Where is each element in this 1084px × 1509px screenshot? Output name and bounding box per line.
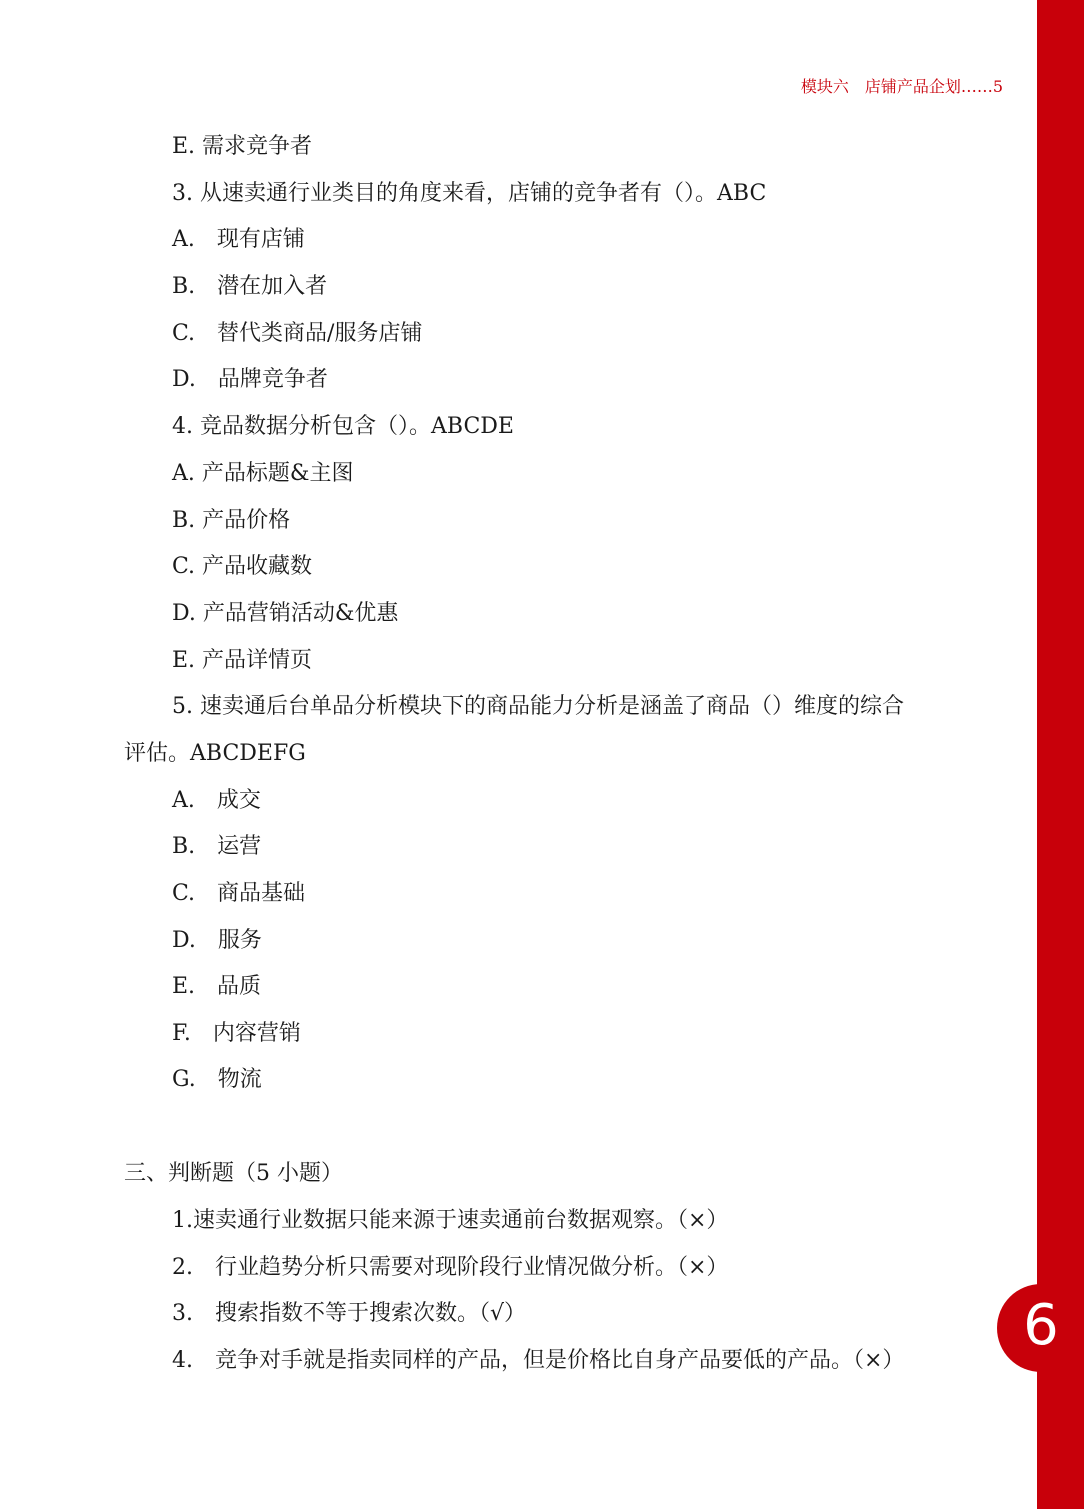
option-line: B. 运营 [172,834,262,859]
judgment-line: 4. 竞争对手就是指卖同样的产品，但是价格比自身产品要低的产品。（×） [172,1348,905,1373]
option-line: G. 物流 [172,1067,262,1092]
section-heading: 三、判断题（5 小题） [124,1161,343,1186]
page-edge-band [1037,0,1084,1509]
option-line: D. 服务 [172,928,262,953]
judgment-line: 3. 搜索指数不等于搜索次数。（√） [172,1301,527,1326]
option-line: E. 需求竞争者 [172,134,313,159]
chapter-tab [997,1284,1084,1372]
question-line: 4. 竞品数据分析包含（）。ABCDE [172,414,514,439]
option-line: A. 现有店铺 [172,227,305,252]
judgment-line: 1.速卖通行业数据只能来源于速卖通前台数据观察。（×） [172,1208,729,1233]
option-line: A. 产品标题&主图 [172,461,354,486]
judgment-line: 2. 行业趋势分析只需要对现阶段行业情况做分析。（×） [172,1255,729,1280]
option-line: B. 产品价格 [172,508,291,533]
question-line-continuation: 评估。ABCDEFG [124,741,306,766]
question-line: 5. 速卖通后台单品分析模块下的商品能力分析是涵盖了商品（）维度的综合 [172,694,904,719]
option-line: C. 产品收藏数 [172,554,313,579]
option-line: A. 成交 [172,788,261,813]
option-line: C. 替代类商品/服务店铺 [172,321,423,346]
option-line: D. 产品营销活动&优惠 [172,601,399,626]
option-line: B. 潜在加入者 [172,274,328,299]
option-line: C. 商品基础 [172,881,306,906]
option-line: D. 品牌竞争者 [172,367,328,392]
option-line: E. 产品详情页 [172,648,313,673]
option-line: E. 品质 [172,974,262,999]
running-header: 模块六 店铺产品企划……5 [800,77,1003,96]
question-line: 3. 从速卖通行业类目的角度来看，店铺的竞争者有（）。ABC [172,181,767,206]
chapter-tab-number: 6 [1023,1293,1059,1358]
option-line: F. 内容营销 [172,1021,301,1046]
